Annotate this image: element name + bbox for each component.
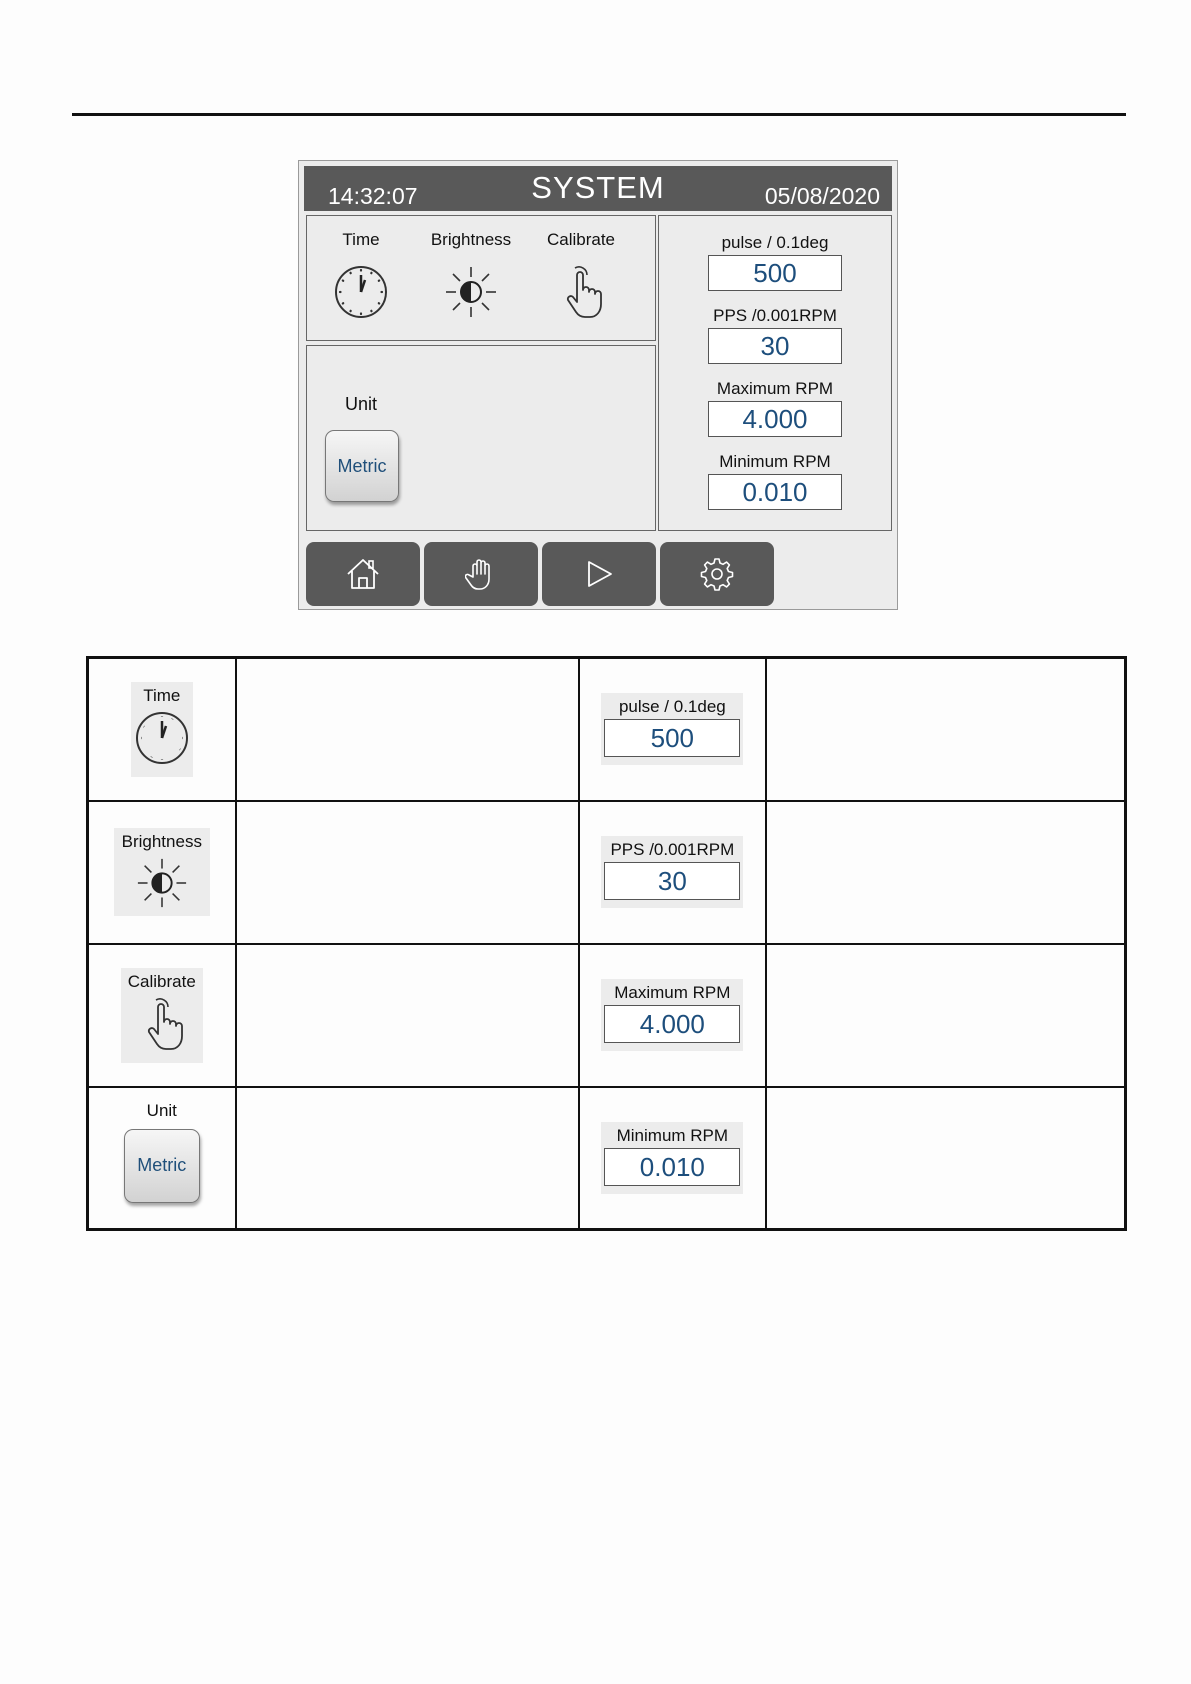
play-icon bbox=[584, 559, 614, 589]
metric-unit-button[interactable]: Metric bbox=[325, 430, 399, 502]
home-icon bbox=[345, 557, 381, 591]
icon-cell bbox=[88, 944, 236, 1087]
time-label: Time bbox=[143, 685, 181, 705]
gear-icon bbox=[700, 557, 734, 591]
max-rpm-label: Maximum RPM bbox=[614, 983, 731, 1002]
min-rpm-snippet bbox=[601, 1122, 743, 1194]
table-row bbox=[88, 658, 1126, 801]
date-readout: 05/08/2020 bbox=[764, 183, 880, 209]
pulse-label: pulse / 0.1deg bbox=[721, 233, 829, 252]
calibrate-button[interactable] bbox=[531, 230, 631, 320]
description-cell bbox=[766, 801, 1126, 944]
brightness-icon bbox=[443, 264, 499, 320]
min-rpm-input[interactable]: 0.010 bbox=[708, 474, 842, 510]
max-rpm-label: Maximum RPM bbox=[716, 379, 834, 398]
pulse-snippet bbox=[601, 693, 743, 765]
calibrate-label: Calibrate bbox=[127, 971, 196, 991]
icon-cell bbox=[88, 1087, 236, 1230]
description-cell bbox=[766, 1087, 1126, 1230]
min-rpm-param bbox=[659, 452, 891, 510]
param-cell bbox=[579, 1087, 766, 1230]
brightness-snippet bbox=[114, 828, 210, 916]
brightness-label: Brightness bbox=[121, 832, 202, 851]
time-label: Time bbox=[342, 230, 380, 249]
nav-run-button[interactable] bbox=[542, 542, 656, 606]
description-cell bbox=[236, 801, 579, 944]
clock-icon bbox=[333, 264, 389, 320]
min-rpm-label: Minimum RPM bbox=[616, 1125, 729, 1145]
time-setting-button[interactable] bbox=[311, 230, 411, 320]
system-screen bbox=[298, 160, 898, 610]
pps-param bbox=[659, 306, 891, 364]
description-cell bbox=[766, 658, 1126, 801]
description-cell bbox=[236, 658, 579, 801]
description-cell bbox=[236, 1087, 579, 1230]
pps-input[interactable]: 30 bbox=[708, 328, 842, 364]
min-rpm-value: 0.010 bbox=[604, 1148, 740, 1186]
touch-hand-icon bbox=[553, 264, 609, 320]
max-rpm-value: 4.000 bbox=[604, 1005, 740, 1043]
parameters-panel bbox=[658, 215, 892, 531]
metric-unit-button: Metric bbox=[124, 1129, 200, 1203]
pps-value: 30 bbox=[604, 862, 740, 900]
clock-icon bbox=[134, 710, 190, 766]
param-cell bbox=[579, 801, 766, 944]
pulse-param bbox=[659, 233, 891, 291]
icon-cell bbox=[88, 658, 236, 801]
table-row bbox=[88, 1087, 1126, 1230]
pps-label: PPS /0.001RPM bbox=[713, 306, 837, 325]
unit-panel bbox=[306, 345, 656, 531]
max-rpm-snippet bbox=[601, 979, 743, 1051]
settings-icons-panel bbox=[306, 215, 656, 341]
table-row bbox=[88, 944, 1126, 1087]
unit-label: Unit bbox=[345, 394, 378, 414]
description-cell bbox=[766, 944, 1126, 1087]
nav-settings-button[interactable] bbox=[660, 542, 774, 606]
table-row bbox=[88, 801, 1126, 944]
pulse-input[interactable]: 500 bbox=[708, 255, 842, 291]
pulse-label: pulse / 0.1deg bbox=[618, 697, 726, 717]
calibrate-label: Calibrate bbox=[546, 230, 616, 249]
nav-manual-button[interactable] bbox=[424, 542, 538, 606]
top-rule bbox=[72, 113, 1126, 116]
min-rpm-label: Minimum RPM bbox=[719, 452, 831, 471]
calibrate-snippet bbox=[121, 968, 203, 1063]
unit-label: Unit bbox=[146, 1100, 177, 1120]
brightness-setting-button[interactable] bbox=[421, 230, 521, 320]
pps-label: PPS /0.001RPM bbox=[610, 840, 735, 859]
icon-cell bbox=[88, 801, 236, 944]
brightness-label: Brightness bbox=[430, 230, 512, 249]
touch-hand-icon bbox=[134, 996, 190, 1052]
title-bar bbox=[304, 166, 892, 211]
nav-home-button[interactable] bbox=[306, 542, 420, 606]
brightness-icon bbox=[135, 856, 189, 910]
pulse-value: 500 bbox=[604, 719, 740, 757]
description-cell bbox=[236, 944, 579, 1087]
time-snippet bbox=[131, 682, 193, 777]
clock-readout: 14:32:07 bbox=[328, 183, 418, 209]
pps-snippet bbox=[601, 836, 743, 908]
param-cell bbox=[579, 658, 766, 801]
unit-snippet bbox=[121, 1097, 203, 1219]
max-rpm-input[interactable]: 4.000 bbox=[708, 401, 842, 437]
screen-title: SYSTEM bbox=[531, 170, 665, 205]
legend-table bbox=[86, 656, 1127, 1231]
param-cell bbox=[579, 944, 766, 1087]
max-rpm-param bbox=[659, 379, 891, 437]
hand-icon bbox=[465, 557, 497, 591]
